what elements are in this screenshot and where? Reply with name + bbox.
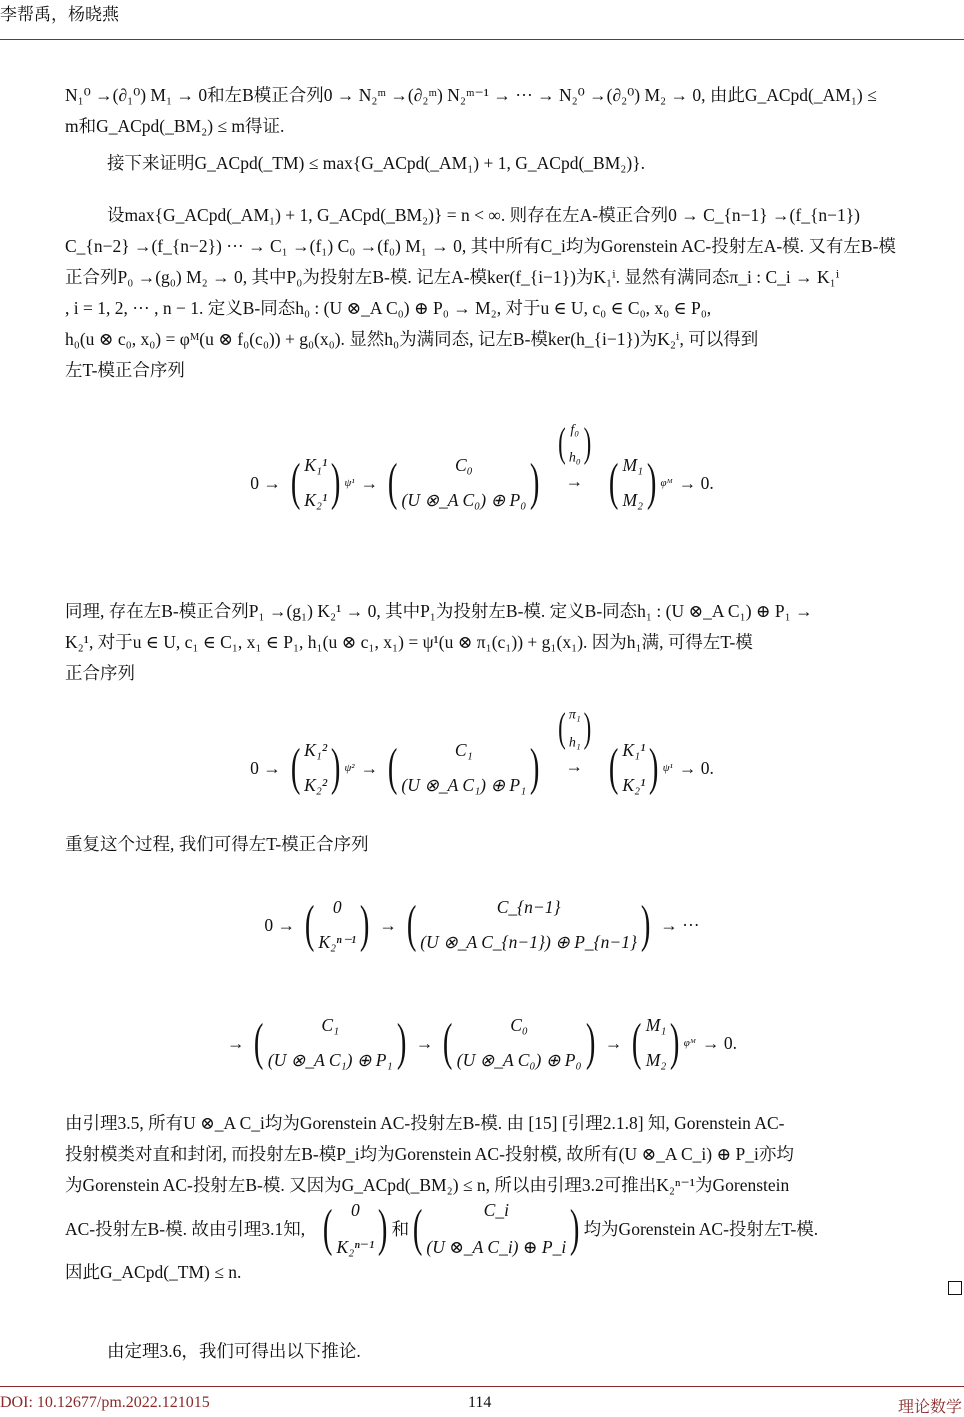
para-6-line-5: 因此G_ACpd(_TM) ≤ n. (65, 1262, 242, 1282)
para-3 (65, 200, 962, 386)
inline-c-top: C_i (483, 1200, 509, 1220)
para-6-line-2: 投射模类对直和封闭, 而投射左B-模P_i均为Gorenstein AC-投射模, 故所有(U ⊗_A C_i) ⊕ P_i亦均 (65, 1144, 794, 1164)
para-4-line-3: 正合序列 (65, 663, 135, 683)
eq3a-a-top: 0 (332, 897, 342, 917)
eq3b-m-top: M₁ (645, 1015, 667, 1035)
eq2-k-sub: ψ² (344, 762, 355, 774)
eq3b-m-bot: M₂ (645, 1050, 667, 1070)
eq2-c-bot: (U ⊗_A C₁) ⊕ P₁ (401, 775, 527, 795)
para-6-line-4: AC-投射左B-模. 故由引理3.1知, ( 0 K₂ⁿ⁻¹ ) 和 ( C_i (U ⊗_A C_i) ⊕ P_i ) 均为Gorenstein AC-投射左T-模. (65, 1201, 962, 1257)
eq2-m-top: K₁¹ (622, 740, 646, 760)
equation-2: 0 → ( K₁² K₂² ) ψ² → ( C₁ (U ⊗_A C₁) ⊕ P₁ ) ( π₁ h₁ ) → ( K₁¹ K₂¹ ) ψ¹ → 0. (250, 704, 714, 796)
eq1-k-top: K₁¹ (304, 455, 328, 475)
para-3-line-1: 设max{G_ACpd(_AM₁) + 1, G_ACpd(_BM₂)} = n < ∞. 则存在左A-模正合列0 → C_{n−1} →(f_{n−1}) (107, 205, 860, 225)
para-1-line-1: N₁⁰ →(∂₁⁰) M₁ → 0和左B模正合列0 → N₂ᵐ →(∂₂ᵐ) N₂ᵐ⁻¹ → ··· → N₂⁰ →(∂₂⁰) M₂ → 0, 由此G_ACpd(_AM₁) ≤ (65, 85, 877, 105)
footer-page-number: 114 (468, 1394, 492, 1411)
inline-a-bot: K₂ⁿ⁻¹ (336, 1237, 375, 1257)
para-1 (65, 80, 962, 142)
eq3b-c1-bot: (U ⊗_A C₁) ⊕ P₁ (267, 1050, 393, 1070)
header-rule (0, 39, 964, 40)
eq2-m-bot: K₂¹ (622, 775, 646, 795)
qed-box (948, 1281, 962, 1295)
eq1-k-sub: ψ¹ (344, 477, 355, 489)
para-6-line-4-end: 均为Gorenstein AC-投射左T-模. (583, 1218, 819, 1239)
eq1-k-bot: K₂¹ (304, 490, 328, 510)
equation-1: 0 → ( K₁¹ K₂¹ ) ψ¹ → ( C₀ (U ⊗_A C₀) ⊕ P₀ ) ( f₀ h₀ ) → ( M₁ M₂ ) φᴹ → 0. (250, 419, 714, 511)
para-4-line-1: 同理, 存在左B-模正合列P₁ →(g₁) K₂¹ → 0, 其中P₁为投射左B-模. 定义B-同态h₁ : (U ⊗_A C₁) ⊕ P₁ → (65, 601, 813, 621)
inline-he: 和 (391, 1218, 410, 1239)
eq2-arrow-bot: h₁ (568, 733, 581, 750)
para-3-line-5: h₀(u ⊗ c₀, x₀) = φᴹ(u ⊗ f₀(c₀)) + g₀(x₀). 显然h₀为满同态, 记左B-模ker(h_{i−1})为K₂ⁱ, 可以得到 (65, 329, 759, 349)
eq1-m-bot: M₂ (622, 490, 644, 510)
eq1-c-top: C₀ (455, 455, 473, 475)
eq1-m-top: M₁ (622, 455, 644, 475)
eq2-k-top: K₁² (304, 740, 328, 760)
eq1-arrow-bot: h₀ (568, 448, 581, 465)
footer-rule (0, 1386, 964, 1387)
para-4 (65, 596, 962, 689)
eq2-c-top: C₁ (454, 740, 473, 760)
eq3a-a-bot: K₂ⁿ⁻¹ (318, 932, 357, 952)
equation-3a: 0 → ( 0 K₂ⁿ⁻¹ ) → ( C_{n−1} (U ⊗_A C_{n−1}) ⊕ P_{n−1} ) → ··· (264, 896, 700, 953)
para-6-line-4-start: AC-投射左B-模. 故由引理3.1知, (65, 1218, 306, 1239)
para-4-line-2: K₂¹, 对于u ∈ U, c₁ ∈ C₁, x₁ ∈ P₁, h₁(u ⊗ c₁, x₁) = ψ¹(u ⊗ π₁(c₁)) + g₁(x₁). 因为h₁满, 可得左T-模 (65, 632, 753, 652)
para-3-line-4: , i = 1, 2, ··· , n − 1. 定义B-同态h₀ : (U ⊗_A C₀) ⊕ P₀ → M₂, 对于u ∈ U, c₀ ∈ C₀, x₀ ∈ P₀, (65, 298, 712, 318)
footer-journal-name: 理论数学 (897, 1397, 962, 1416)
eq1-arrow-top: f₀ (569, 420, 579, 437)
eq2-arrow-top: π₁ (568, 705, 581, 722)
para-7: 由定理3.6，我们可得出以下推论. (107, 1341, 361, 1361)
eq1-m-sub: φᴹ (660, 477, 673, 489)
para-6-line-1: 由引理3.5, 所有U ⊗_A C_i均为Gorenstein AC-投射左B-模. 由 [15] [引理2.1.8] 知, Gorenstein AC- (65, 1113, 785, 1133)
eq3b-c0-bot: (U ⊗_A C₀) ⊕ P₀ (456, 1050, 582, 1070)
para-5: 重复这个过程, 我们可得左T-模正合序列 (65, 834, 369, 854)
footer-doi-link[interactable]: DOI: 10.12677/pm.2022.121015 (0, 1394, 210, 1411)
para-3-line-6: 左T-模正合序列 (65, 360, 185, 380)
eq3b-c1-top: C₁ (321, 1015, 340, 1035)
eq3a-c-bot: (U ⊗_A C_{n−1}) ⊕ P_{n−1} (420, 932, 637, 952)
inline-c-bot: (U ⊗_A C_i) ⊕ P_i (426, 1237, 567, 1257)
para-3-line-2: C_{n−2} →(f_{n−2}) ··· → C₁ →(f₁) C₀ →(f₀) M₁ → 0, 其中所有C_i均为Gorenstein AC-投射左A-模. 又有左B-模 (65, 236, 896, 256)
header-authors: 李帮禹，杨晓燕 (0, 5, 119, 25)
para-6-line-3: 为Gorenstein AC-投射左B-模. 又因为G_ACpd(_BM₂) ≤ n, 所以由引理3.2可推出K₂ⁿ⁻¹为Gorenstein (65, 1175, 790, 1195)
eq2-m-sub: ψ¹ (662, 762, 673, 774)
eq2-k-bot: K₂² (304, 775, 328, 795)
para-2: 接下来证明G_ACpd(_TM) ≤ max{G_ACpd(_AM₁) + 1, G_ACpd(_BM₂)}. (107, 153, 645, 173)
eq1-c-bot: (U ⊗_A C₀) ⊕ P₀ (401, 490, 527, 510)
para-3-line-3: 正合列P₀ →(g₀) M₂ → 0, 其中P₀为投射左B-模. 记左A-模ker(f_{i−1})为K₁ⁱ. 显然有满同态π_i : C_i → K₁ⁱ (65, 267, 840, 287)
inline-a-top: 0 (350, 1200, 360, 1220)
equation-3b: → ( C₁ (U ⊗_A C₁) ⊕ P₁ ) → ( C₀ (U ⊗_A C₀) ⊕ P₀ ) → ( M₁ M₂ ) φᴹ → 0. (226, 1014, 738, 1071)
eq3a-c-top: C_{n−1} (496, 897, 561, 917)
eq3b-c0-top: C₀ (510, 1015, 529, 1035)
para-6 (65, 1108, 962, 1288)
para-1-line-2: m和G_ACpd(_BM₂) ≤ m得证. (65, 116, 285, 136)
eq3b-m-sub: φᴹ (683, 1037, 697, 1049)
